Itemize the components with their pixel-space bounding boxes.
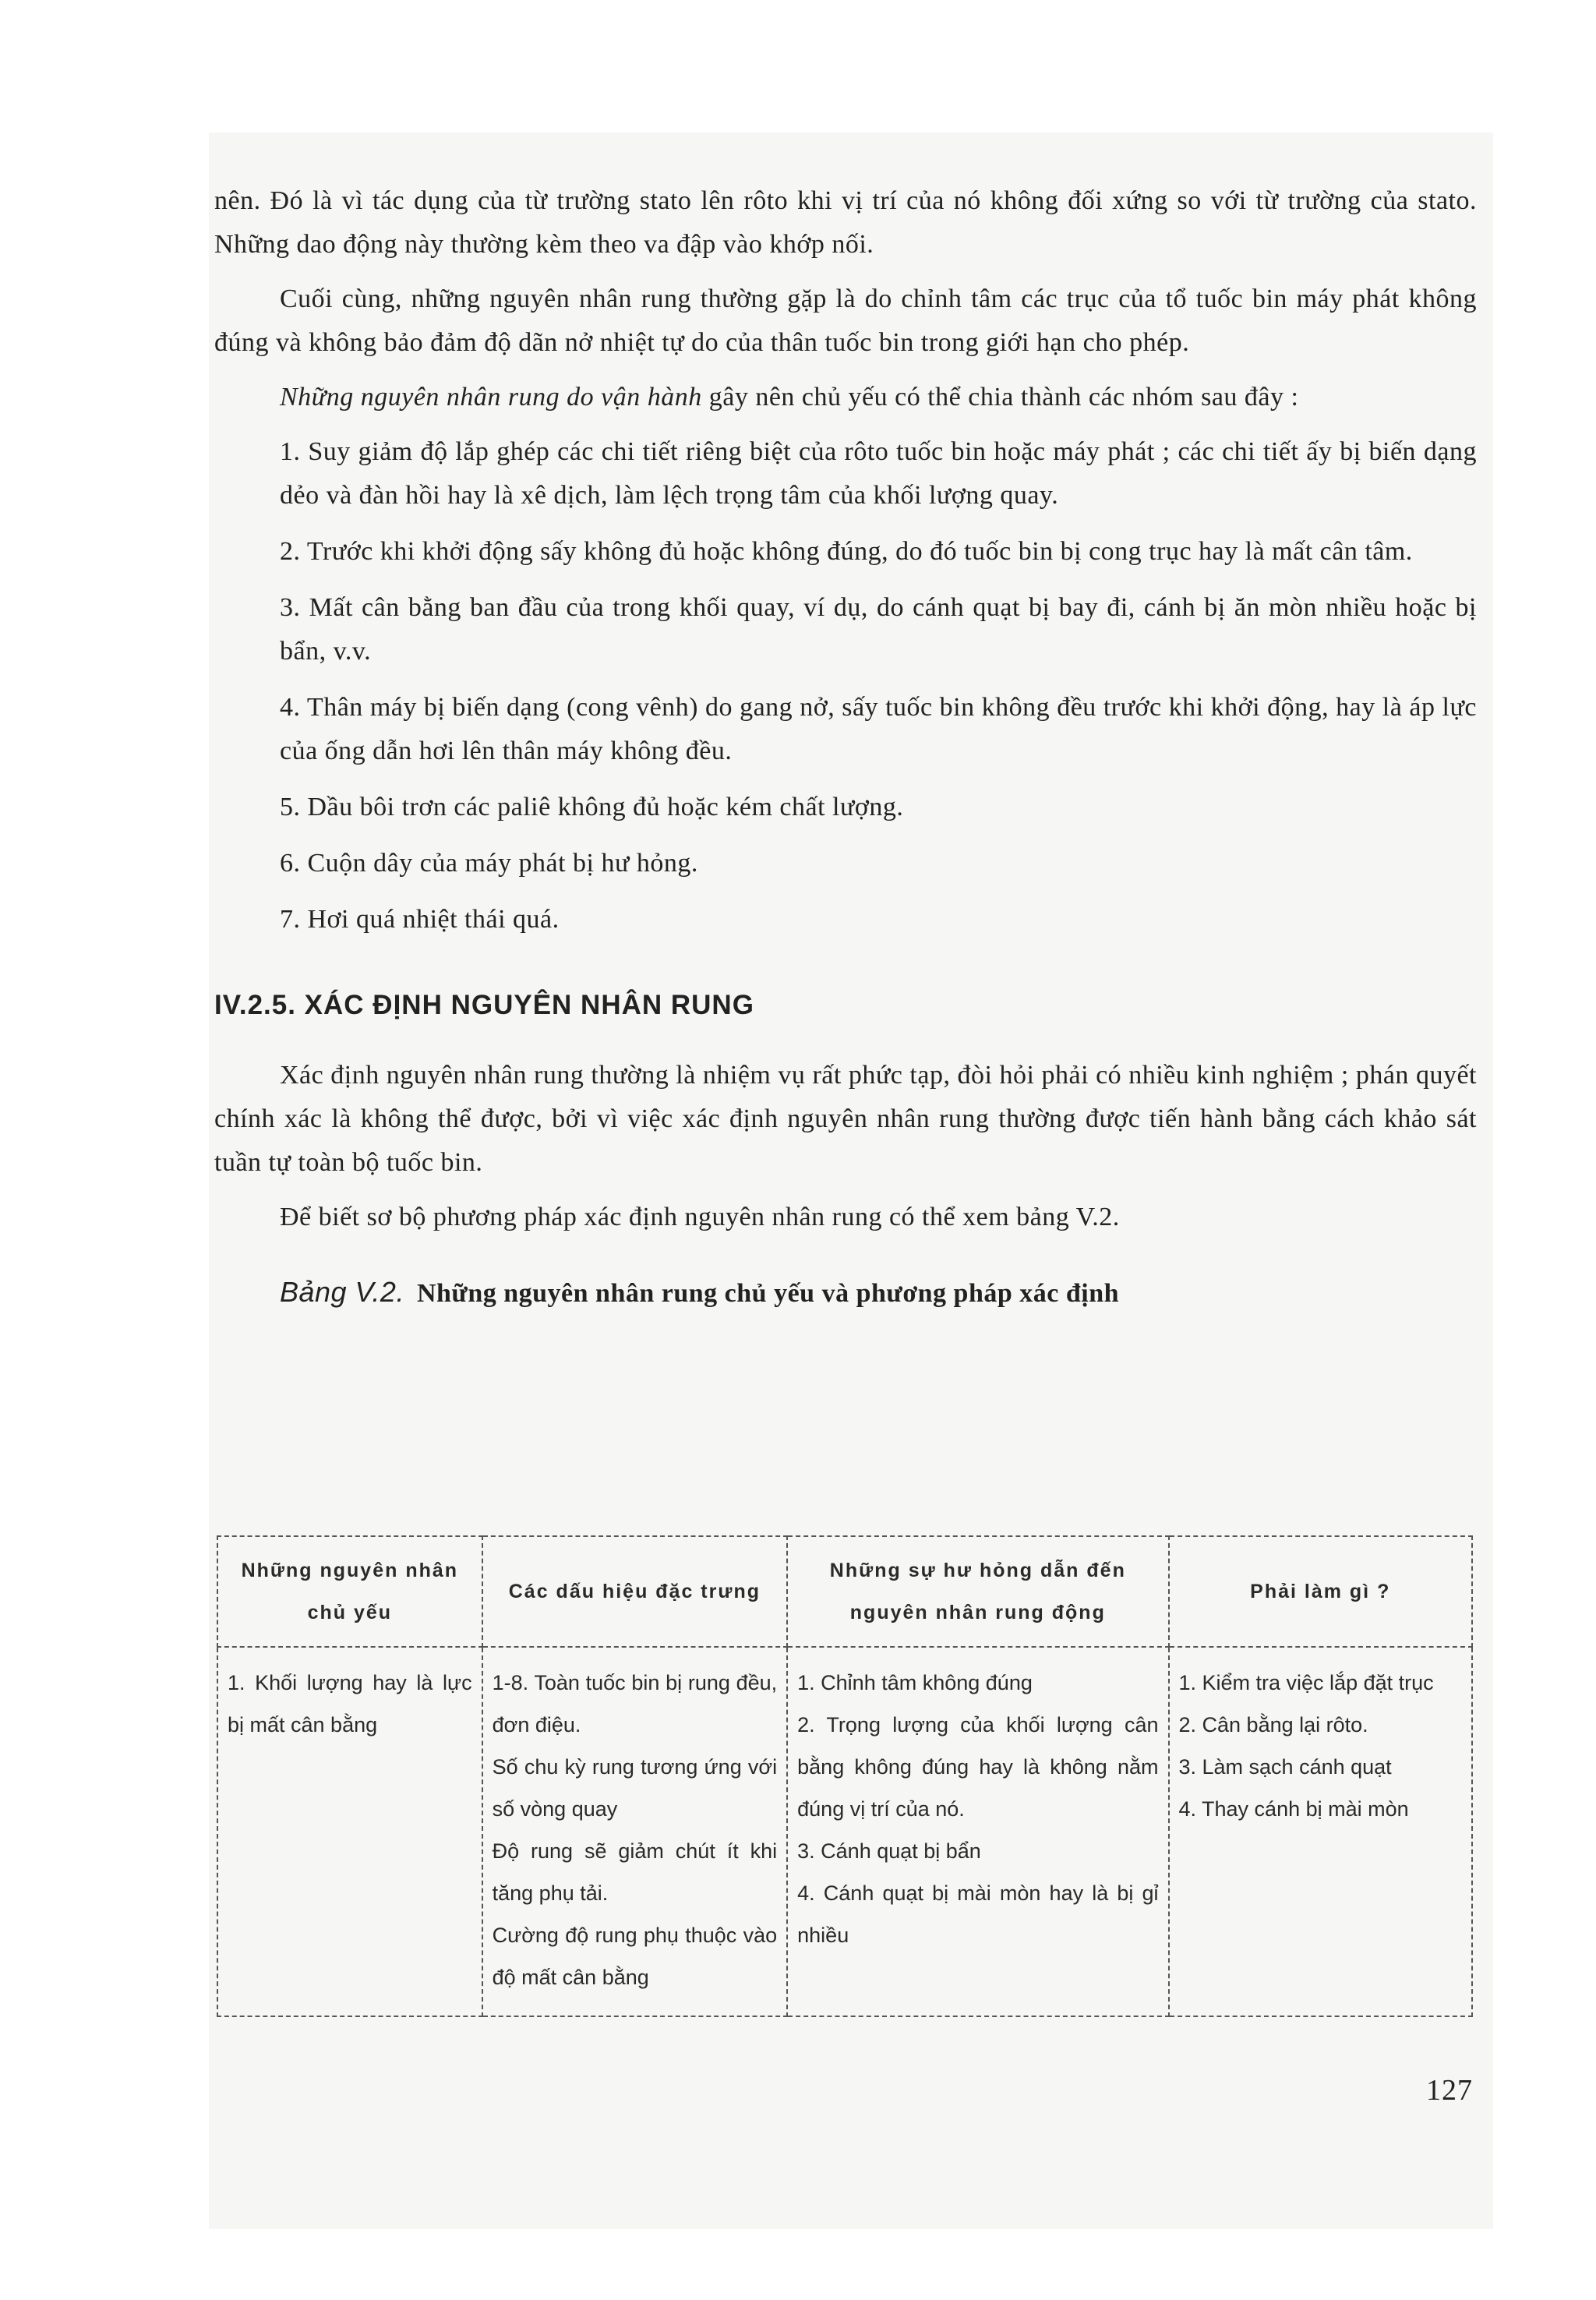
cell-text: 1-8. Toàn tuốc bin bị rung đều, đơn điệu. bbox=[492, 1671, 778, 1736]
lead-continuation: gây nên chủ yếu có thể chia thành các nhóm sau đây : bbox=[701, 383, 1299, 412]
cell-text: 4. Cánh quạt bị mài mòn hay là bị gỉ nhiều bbox=[797, 1881, 1159, 1947]
section-paragraph-1: Xác định nguyên nhân rung thường là nhiệm vụ rất phức tạp, đòi hỏi phải có nhiều kinh nghiệm ; phán quyết chính xác là không thể được, bởi vì việc xác định nguyên nhân rung thường được tiến hành bằng cách khảo sát tuần tự toàn bộ tuốc bin. bbox=[214, 1061, 1477, 1177]
header-main-causes: Những nguyên nhân chủ yếu bbox=[217, 1536, 482, 1647]
paragraph-operational-causes bbox=[214, 376, 1477, 419]
table-header-row bbox=[217, 1536, 1472, 1647]
header-characteristic-signs: Các dấu hiệu đặc trưng bbox=[482, 1536, 788, 1647]
table-row bbox=[217, 1647, 1472, 2016]
table-caption-label: Bảng V.2. bbox=[280, 1276, 404, 1308]
cell-main-cause bbox=[217, 1647, 482, 2016]
section-paragraph-2: Để biết sơ bộ phương pháp xác định nguyên nhân rung có thể xem bảng V.2. bbox=[280, 1203, 1120, 1231]
cell-text: 1. Chỉnh tâm không đúng bbox=[797, 1671, 1033, 1694]
cause-item-5: 5. Dầu bôi trơn các paliê không đủ hoặc kém chất lượng. bbox=[280, 793, 904, 821]
cause-item-2: 2. Trước khi khởi động sấy không đủ hoặc không đúng, do đó tuốc bin bị cong trục hay là mất cân tâm. bbox=[280, 537, 1413, 566]
paragraph-alignment-causes: Cuối cùng, những nguyên nhân rung thường gặp là do chỉnh tâm các trục của tổ tuốc bin máy phát không đúng và không bảo đảm độ dãn nở nhiệt tự do của thân tuốc bin trong giới hạn cho phép. bbox=[214, 284, 1477, 357]
cell-text: 2. Trọng lượng của khối lượng cân bằng không đúng hay là không nằm đúng vị trí của nó. bbox=[797, 1713, 1159, 1821]
table-caption-title: Những nguyên nhân rung chủ yếu và phương pháp xác định bbox=[416, 1279, 1120, 1308]
cell-text: 3. Làm sạch cánh quạt bbox=[1178, 1755, 1392, 1779]
table-caption bbox=[280, 1270, 1477, 1316]
cell-text: 1. Khối lượng hay là lực bị mất cân bằng bbox=[228, 1671, 472, 1736]
cell-signs bbox=[482, 1647, 788, 2016]
cell-text: 3. Cánh quạt bị bẩn bbox=[797, 1839, 981, 1863]
paragraph-continued: nên. Đó là vì tác dụng của từ trường stato lên rôto khi vị trí của nó không đối xứng so với từ trường của stato. Những dao động này thường kèm theo va đập vào khớp nối. bbox=[214, 186, 1477, 259]
section-heading: IV.2.5. XÁC ĐỊNH NGUYÊN NHÂN RUNG bbox=[214, 990, 754, 1020]
cell-text: Cường độ rung phụ thuộc vào độ mất cân bằng bbox=[492, 1924, 778, 1989]
page-number: 127 bbox=[1426, 2074, 1473, 2107]
cell-text: Độ rung sẽ giảm chút ít khi tăng phụ tải. bbox=[492, 1839, 778, 1905]
cell-text: Số chu kỳ rung tương ứng với số vòng quay bbox=[492, 1755, 778, 1821]
cause-item-3: 3. Mất cân bằng ban đầu của trong khối quay, ví dụ, do cánh quạt bị bay đi, cánh bị ăn mòn nhiều hoặc bị bẩn, v.v. bbox=[280, 593, 1477, 666]
cell-damages bbox=[787, 1647, 1168, 2016]
document-body bbox=[214, 179, 1477, 1347]
cause-item-6: 6. Cuộn dây của máy phát bị hư hỏng. bbox=[280, 849, 698, 878]
cause-item-1: 1. Suy giảm độ lắp ghép các chi tiết riêng biệt của rôto tuốc bin hoặc máy phát ; các chi tiết ấy bị biến dạng dẻo và đàn hồi hay là xê dịch, làm lệch trọng tâm của khối lượng quay. bbox=[280, 437, 1477, 510]
cell-text: 1. Kiểm tra việc lắp đặt trục bbox=[1178, 1671, 1434, 1694]
cell-text: 2. Cân bằng lại rôto. bbox=[1178, 1713, 1368, 1736]
header-what-to-do: Phải làm gì ? bbox=[1169, 1536, 1473, 1647]
cell-text: 4. Thay cánh bị mài mòn bbox=[1178, 1797, 1409, 1821]
cause-item-4: 4. Thân máy bị biến dạng (cong vênh) do gang nở, sấy tuốc bin không đều trước khi khởi động, hay là áp lực của ống dẫn hơi lên thân máy không đều. bbox=[280, 693, 1477, 765]
italic-lead-text: Những nguyên nhân rung do vận hành bbox=[280, 383, 702, 412]
header-damage-leading-to-vibration: Những sự hư hỏng dẫn đến nguyên nhân rung động bbox=[787, 1536, 1168, 1647]
vibration-causes-table bbox=[217, 1535, 1473, 2017]
cell-actions bbox=[1169, 1647, 1473, 2016]
cause-item-7: 7. Hơi quá nhiệt thái quá. bbox=[280, 905, 560, 934]
